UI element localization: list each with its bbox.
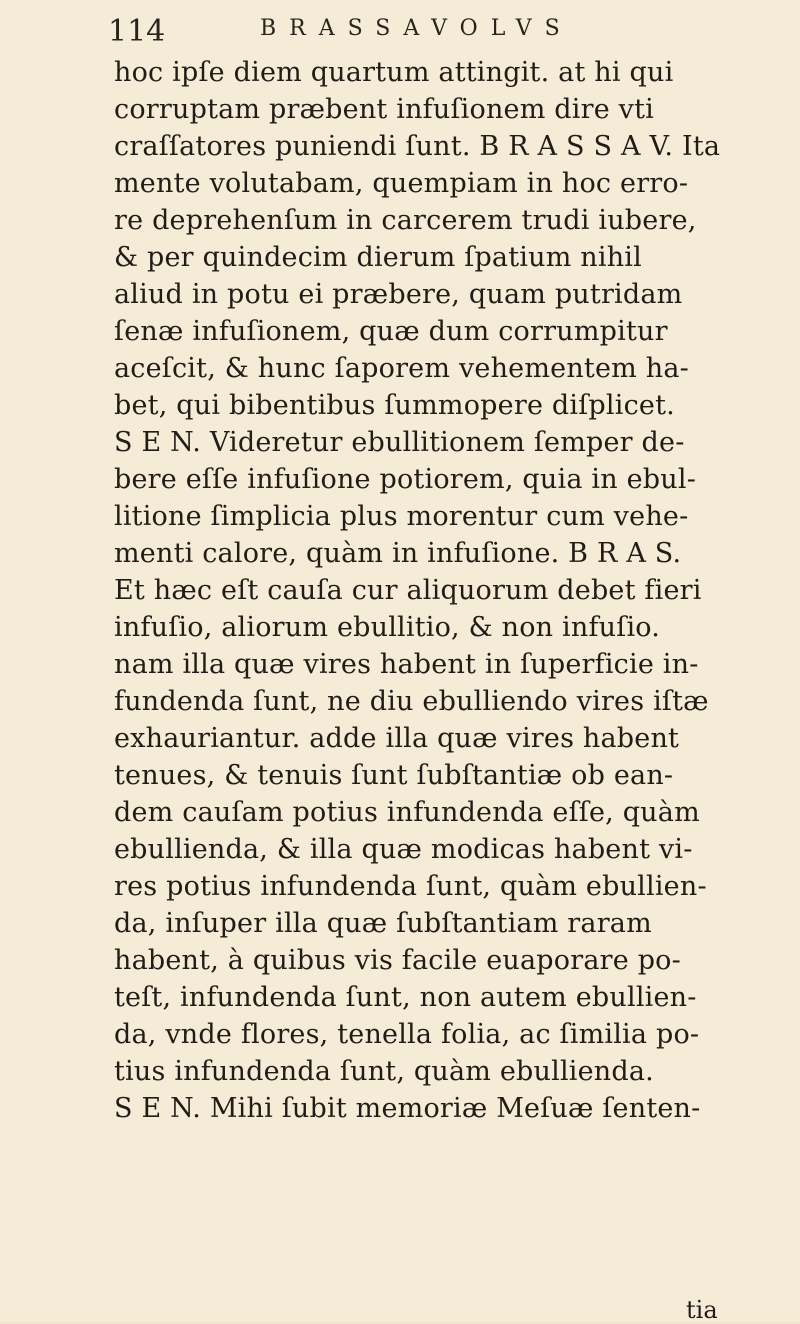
page-number: 114 [108,14,166,49]
text-line: corruptam præbent infuſionem dire vti [114,94,655,125]
text-line: exhauriantur. adde illa quæ vires habent [114,723,680,754]
text-line: re deprehenſum in carcerem trudi iubere, [114,205,697,236]
text-line: infuſio, aliorum ebullitio, & non infuſio. [114,612,661,643]
text-line: dem cauſam potius infundenda eſſe, quàm [114,797,700,828]
body-text [114,54,774,1127]
text-line: S E N. Videretur ebullitionem ſemper de- [114,427,685,458]
catchword: tia [686,1296,718,1324]
text-line: menti calore, quàm in infuſione. B R A S. [114,538,682,569]
text-line: nam illa quæ vires habent in ſuperficie in- [114,649,699,680]
text-line: hoc ipſe diem quartum attingit. at hi qui [114,57,674,88]
text-line: fundenda ſunt, ne diu ebulliendo vires iſtæ [114,686,709,717]
text-line: litione ſimplicia plus morentur cum vehe- [114,501,689,532]
text-line: Et hæc eſt cauſa cur aliquorum debet fieri [114,575,702,606]
text-line: teſt, infundenda ſunt, non autem ebullien- [114,982,697,1013]
text-line: S E N. Mihi ſubit memoriæ Meſuæ ſenten- [114,1093,701,1124]
text-line: tius infundenda ſunt, quàm ebullienda. [114,1056,654,1087]
text-line: tenues, & tenuis ſunt ſubſtantiæ ob ean- [114,760,674,791]
text-line: bere eſſe infuſione potiorem, quia in ebul- [114,464,697,495]
text-line: da, vnde flores, tenella folia, ac ſimilia po- [114,1019,700,1050]
text-line: craſſatores puniendi ſunt. B R A S S A V. Ita [114,131,721,162]
text-line: ſenæ infuſionem, quæ dum corrumpitur [114,316,668,347]
text-line: & per quindecim dierum ſpatium nihil [114,242,642,273]
text-line: res potius infundenda ſunt, quàm ebullien- [114,871,707,902]
text-line: bet, qui bibentibus ſummopere diſplicet. [114,390,675,421]
running-head: BRASSAVOLVS [260,16,573,41]
text-line: aceſcit, & hunc ſaporem vehementem ha- [114,353,689,384]
text-line: da, inſuper illa quæ ſubſtantiam raram [114,908,652,939]
text-line: aliud in potu ei præbere, quam putridam [114,279,683,310]
page-header [108,14,708,58]
text-line: ebullienda, & illa quæ modicas habent vi- [114,834,693,865]
text-line: habent, à quibus vis facile euaporare po- [114,945,681,976]
text-line: mente volutabam, quempiam in hoc erro- [114,168,689,199]
